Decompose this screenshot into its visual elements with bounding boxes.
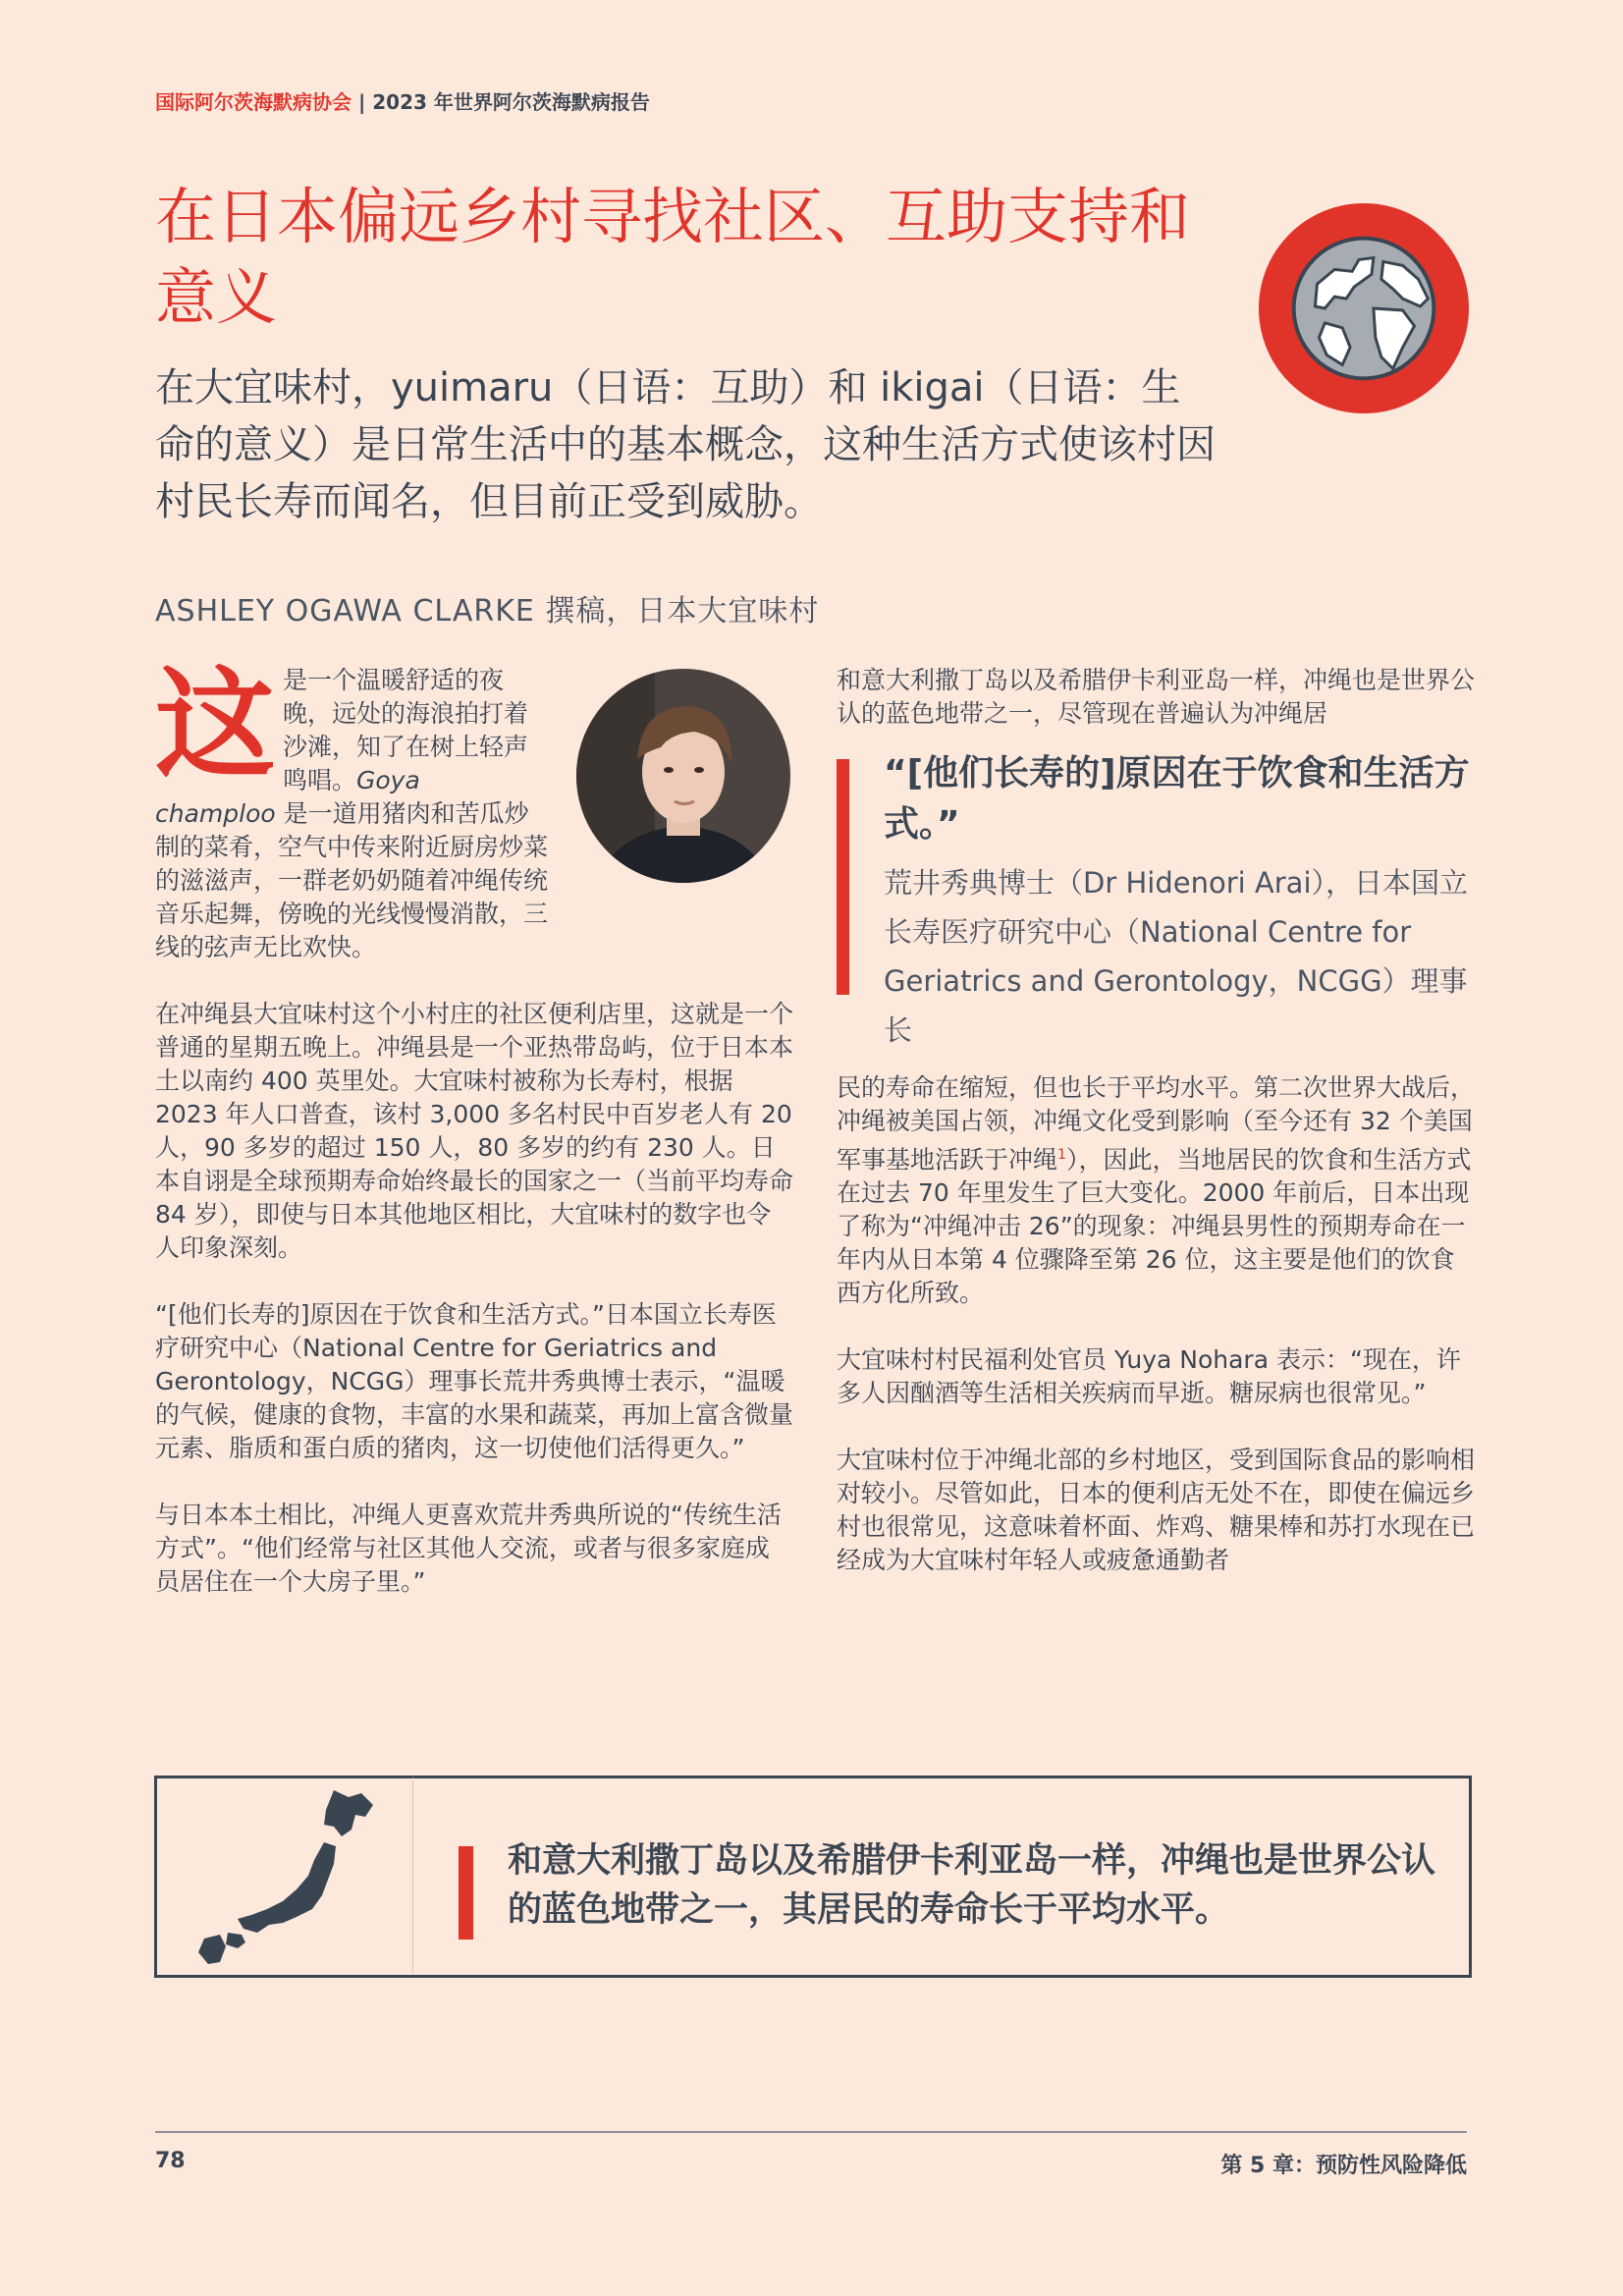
callout-divider — [412, 1777, 413, 1974]
header-separator: | — [352, 90, 373, 114]
callout-text: 和意大利撒丁岛以及希腊伊卡利亚岛一样，冲绳也是世界公认的蓝色地带之一，其居民的寿命长于平均水平。 — [508, 1841, 1436, 1930]
dish-name: Goya champloo — [155, 766, 420, 828]
globe-icon — [1257, 201, 1471, 415]
col2-p2-text: 民的寿命在缩短，但也长于平均水平。第二次世界大战后，冲绳被美国占领，冲绳文化受到影响（至今还有 32 个美国军事基地活跃于冲绳 — [837, 1073, 1476, 1175]
drop-cap: 这 — [155, 655, 275, 794]
japan-map-icon — [187, 1785, 383, 1966]
paragraph-2: 在冲绳县大宜味村这个小村庄的社区便利店里，这就是一个普通的星期五晚上。冲绳县是一个亚热带岛屿，位于日本本土以南约 400 英里处。大宜味村被称为长寿村，根据 2023 年人口普查，该村 3,000 多名村民中百岁老人有 20 人，90 多岁的超过 150 人，80 多岁的约有 230 人。日本自诩是全球预期寿命始终最长的国家之一（当前平均寿命 84 岁），即使与日本其他地区相比，大宜味村的数字也令人印象深刻。 — [155, 1000, 794, 1262]
pullquote-text: “[他们长寿的]原因在于饮食和生活方式。” — [884, 753, 1470, 845]
paragraph-3: “[他们长寿的]原因在于饮食和生活方式。”日本国立长寿医疗研究中心（National Centre for Geriatrics and Gerontology，NCGG）理事长荒井秀典博士表示，“温暖的气候，健康的食物，丰富的水果和蔬菜，再加上富含微量元素、脂质和蛋白质的猪肉，这一切使他们活得更久。” — [155, 1300, 794, 1462]
col2-p2-text-cont: ），因此，当地居民的饮食和生活方式在过去 70 年里发生了巨大变化。2000 年前后，日本出现了称为“冲绳冲击 26”的现象：冲绳县男性的预期寿命在一年内从日本第 4 位骤降至第 26 位，这主要是他们的饮食西方化所致。 — [837, 1145, 1472, 1308]
paragraph-4: 与日本本土相比，冲绳人更喜欢荒井秀典所说的“传统生活方式”。“他们经常与社区其他人交流，或者与很多家庭成员居住在一个大房子里。” — [155, 1501, 782, 1596]
col2-paragraph-1: 和意大利撒丁岛以及希腊伊卡利亚岛一样，冲绳也是世界公认的蓝色地带之一，尽管现在普遍认为冲绳居 — [837, 666, 1476, 728]
col2-paragraph-4: 大宜味村位于冲绳北部的乡村地区，受到国际食品的影响相对较小。尽管如此，日本的便利店无处不在，即使在偏远乡村也很常见，这意味着杯面、炸鸡、糖果棒和苏打水现在已经成为大宜味村年轻人或疲惫通勤者 — [837, 1446, 1476, 1575]
pullquote-bar — [837, 759, 849, 995]
col2-paragraph-3: 大宜味村村民福利处官员 Yuya Nohara 表示：“现在，许多人因酗酒等生活相关疾病而早逝。糖尿病也很常见。” — [837, 1345, 1461, 1408]
report-header — [155, 88, 650, 116]
header-report: 2023 年世界阿尔茨海默病报告 — [372, 90, 650, 114]
body-column-2 — [837, 1071, 1475, 1577]
col2-paragraph-2 — [837, 1071, 1475, 1310]
article-subtitle: 在大宜味村，yuimaru（日语：互助）和 ikigai（日语：生命的意义）是日常生活中的基本概念，这种生活方式使该村因村民长寿而闻名，但目前正受到威胁。 — [155, 365, 1216, 524]
footnote-ref[interactable]: 1 — [1057, 1147, 1066, 1163]
byline: ASHLEY OGAWA CLARKE 撰稿，日本大宜味村 — [155, 594, 820, 629]
article-title: 在日本偏远乡村寻找社区、互助支持和意义 — [155, 181, 1191, 333]
page-number: 78 — [155, 2149, 186, 2173]
author-portrait — [576, 669, 790, 883]
intro-text-cont: 是一道用猪肉和苦瓜炒制的菜肴，空气中传来附近厨房炒菜的滋滋声，一群老奶奶随着冲绳传统音乐起舞，傍晚的光线慢慢消散，三线的弦声无比欢快。 — [155, 799, 549, 961]
footer-divider — [155, 2131, 1467, 2133]
chapter-label: 第 5 章：预防性风险降低 — [1220, 2154, 1467, 2178]
header-org: 国际阿尔茨海默病协会 — [155, 90, 352, 114]
paragraph-intro — [155, 655, 549, 964]
intro-text: 是一个温暖舒适的夜晚，远处的海浪拍打着沙滩，知了在树上轻声鸣唱。 — [283, 666, 529, 794]
callout-bar — [459, 1846, 473, 1940]
pullquote-attribution: 荒井秀典博士（Dr Hidenori Arai），日本国立长寿医疗研究中心（National Centre for Geriatrics and Gerontology，NCGG）理事长 — [884, 866, 1468, 1047]
